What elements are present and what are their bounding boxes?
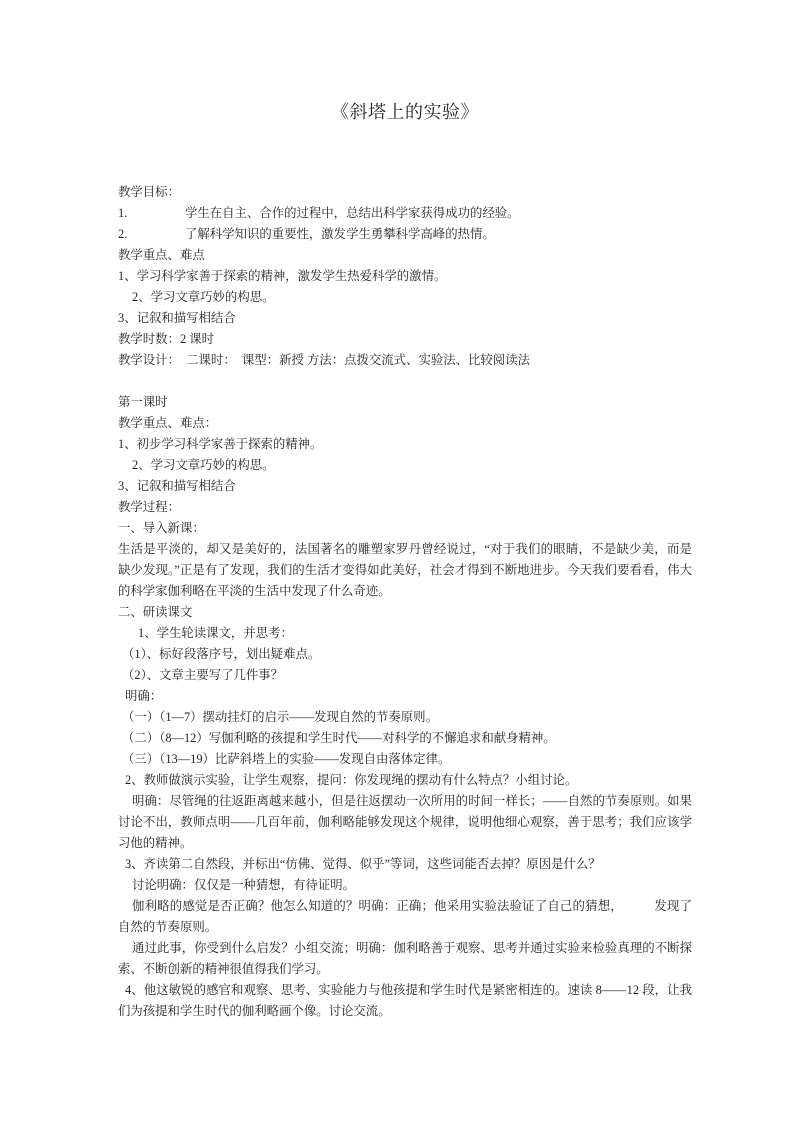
list-item: 1、学习科学家善于探索的精神，激发学生热爱科学的激情。 bbox=[118, 269, 447, 283]
numbered-goal-item bbox=[118, 224, 692, 245]
item-number: 2. bbox=[118, 227, 128, 241]
outline-item: （一）（1—7）摆动挂灯的启示——发现自然的节奏原则。 bbox=[122, 710, 438, 724]
body-paragraph: 生活是平淡的，却又是美好的，法国著名的雕塑家罗丹曾经说过，“对于我们的眼睛，不是缺少美，而是缺少发现。”正是有了发现，我们的生活才变得如此美好，社会才得到不断地进步。今天我们要看看，伟大的科学家伽利略在平淡的生活中发现了什么奇迹。 bbox=[118, 542, 692, 598]
section-heading-lesson-intro: 一、导入新课： bbox=[118, 521, 205, 535]
numbered-goal-item bbox=[118, 203, 692, 224]
section-heading-key-points: 教学重点、难点 bbox=[118, 248, 205, 262]
outline-item: （二）（8—12）写伽利略的孩提和学生时代——对科学的不懈追求和献身精神。 bbox=[122, 731, 556, 745]
item-text: 学生在自主、合作的过程中，总结出科学家获得成功的经验。 bbox=[185, 206, 520, 220]
section-heading-key-points-2: 教学重点、难点： bbox=[118, 416, 218, 430]
list-item: 2、学习文章巧妙的构思。 bbox=[132, 290, 275, 304]
body-paragraph: 讨论明确：仅仅是一种猜想，有待证明。 bbox=[132, 878, 356, 892]
sub-list-item: （1）、标好段落序号，划出疑难点。 bbox=[122, 647, 321, 661]
list-item: 3、记叙和描写相结合 bbox=[118, 311, 236, 325]
list-item: 3、齐读第二自然段，并标出“仿佛、觉得、似乎”等词，这些词能否去掉？原因是什么？ bbox=[125, 857, 601, 871]
document-content bbox=[118, 100, 692, 1022]
list-item: 2、学习文章巧妙的构思。 bbox=[132, 458, 275, 472]
section-heading-teaching-design: 教学设计： 二课时： 课型：新授 方法：点拨交流式、实验法、比较阅读法 bbox=[118, 353, 530, 367]
body-paragraph: 明确：尽管绳的往返距离越来越小，但是往返摆动一次所用的时间一样长；——自然的节奏原则。如果讨论不出，教师点明——几百年前，伽利略能够发现这个规律，说明他细心观察，善于思考；我们应该学习他的精神。 bbox=[118, 794, 692, 850]
list-item: 1、初步学习科学家善于探索的精神。 bbox=[118, 437, 323, 451]
sub-list-item: （2）、文章主要写了几件事？ bbox=[122, 668, 284, 682]
blank-line bbox=[118, 371, 692, 392]
clarify-label: 明确： bbox=[125, 689, 163, 703]
list-item: 3、记叙和描写相结合 bbox=[118, 479, 236, 493]
list-item: 2、教师做演示实验，让学生观察，提问：你发现绳的摆动有什么特点？小组讨论。 bbox=[125, 773, 578, 787]
section-heading-teaching-process: 教学过程： bbox=[118, 500, 180, 514]
item-number: 1. bbox=[118, 206, 128, 220]
doc-title: 《斜塔上的实验》 bbox=[331, 102, 479, 122]
list-item: 4、他这敏锐的感官和观察、思考、实验能力与他孩提和学生时代是紧密相连的。速读 8——12 段，让我们为孩提和学生时代的伽利略画个像。讨论交流。 bbox=[118, 983, 692, 1018]
list-item: 1、学生轮读课文，并思考： bbox=[138, 626, 293, 640]
section-heading-text-study: 二、研读课文 bbox=[118, 605, 193, 619]
section-heading-class-hours: 教学时数：2 课时 bbox=[118, 332, 215, 346]
item-text: 了解科学知识的重要性，激发学生勇攀科学高峰的热情。 bbox=[185, 227, 495, 241]
body-paragraph: 伽利略的感觉是否正确？他怎么知道的？明确：正确；他采用实验法验证了自己的猜想， 发现了自然的节奏原则。 bbox=[118, 899, 692, 934]
outline-item: （三）（13—19）比萨斜塔上的实验——发现自由落体定律。 bbox=[122, 752, 451, 766]
body-paragraph: 通过此事，你受到什么启发？小组交流；明确：伽利略善于观察、思考并通过实验来检验真理的不断探索、不断创新的精神很值得我们学习。 bbox=[118, 941, 692, 976]
section-heading-teaching-goals: 教学目标： bbox=[118, 185, 180, 199]
section-heading-first-period: 第一课时 bbox=[118, 395, 168, 409]
